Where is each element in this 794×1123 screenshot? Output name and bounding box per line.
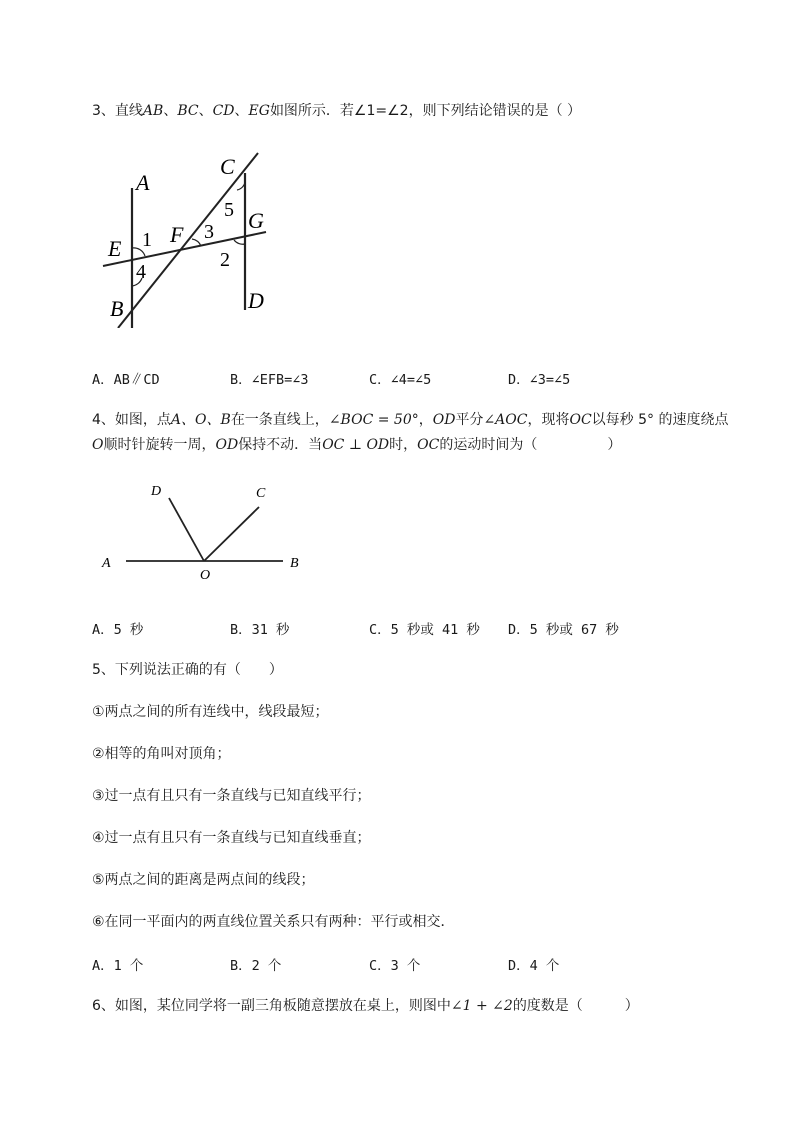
label-angle-5: 5 — [224, 199, 234, 221]
q4-option-b[interactable]: B．31 秒 — [230, 622, 290, 638]
label-c: C — [256, 486, 266, 501]
q5-item-4: ④过一点有且只有一条直线与已知直线垂直； — [92, 830, 371, 846]
q3-option-d[interactable]: D．∠3=∠5 — [508, 372, 571, 388]
q5-stem: 5、下列说法正确的有（ ） — [92, 662, 283, 678]
q4-text: 在一条直线上， — [230, 412, 329, 428]
q4-option-d[interactable]: D．5 秒或 67 秒 — [508, 622, 619, 638]
q3-figure — [98, 148, 288, 328]
q4-text: 以每秒 5° 的速度绕点 — [591, 412, 729, 428]
q6-text: 的度数是（ ） — [512, 998, 639, 1014]
label-a: A — [102, 556, 111, 571]
q5-option-a[interactable]: A．1 个 — [92, 958, 144, 974]
label-angle-2: 2 — [220, 249, 230, 271]
q4-text: 顺时针旋转一周， — [103, 437, 216, 453]
q5-item-1: ①两点之间的所有连线中，线段最短； — [92, 704, 329, 720]
q3-option-c[interactable]: C．∠4=∠5 — [369, 372, 432, 388]
q4-stem-line2 — [92, 434, 621, 454]
q4-points: A、O、B — [170, 412, 231, 428]
q3-stem-prefix: 3、直线 — [92, 103, 143, 119]
q6-text: 6、如图，某位同学将一副三角板随意摆放在桌上，则图中 — [92, 998, 451, 1014]
q3-sep: 、 — [198, 103, 213, 119]
q4-ray-oc: OC — [417, 437, 440, 453]
q3-line-ab: AB — [142, 103, 164, 119]
q4-point-o: O — [92, 437, 104, 453]
q4-perp-condition: OC ⊥ OD — [322, 437, 390, 453]
label-o: O — [200, 568, 211, 583]
label-d: D — [248, 288, 264, 313]
label-f: F — [170, 222, 184, 247]
label-angle-1: 1 — [142, 229, 152, 251]
label-a: A — [136, 170, 150, 195]
q4-ray-oc: OC — [569, 412, 592, 428]
q5-item-6: ⑥在同一平面内的两直线位置关系只有两种：平行或相交． — [92, 914, 455, 930]
label-b: B — [110, 296, 124, 321]
q4-text: 平分 — [455, 412, 484, 428]
q4-text: 时， — [389, 437, 418, 453]
q3-line-cd: CD — [212, 103, 235, 119]
q6-angle-sum: ∠1 + ∠2 — [450, 998, 513, 1014]
label-d: D — [151, 484, 162, 499]
q4-ray-od: OD — [215, 437, 239, 453]
q4-angle-aoc: ∠AOC — [483, 412, 528, 428]
label-angle-3: 3 — [204, 221, 214, 243]
q4-text: 4、如图，点 — [92, 412, 171, 428]
q5-option-b[interactable]: B．2 个 — [230, 958, 282, 974]
q3-stem-suffix: 如图所示．若∠1=∠2，则下列结论错误的是（ ） — [269, 103, 582, 119]
q4-option-c[interactable]: C．5 秒或 41 秒 — [369, 622, 480, 638]
q3-sep: 、 — [163, 103, 178, 119]
q4-text: ， — [418, 412, 433, 428]
q4-figure — [96, 478, 316, 588]
line-eg — [103, 232, 266, 266]
q5-option-c[interactable]: C．3 个 — [369, 958, 421, 974]
angle-arc-2 — [234, 240, 245, 244]
label-b: B — [290, 556, 299, 571]
q5-item-5: ⑤两点之间的距离是两点间的线段； — [92, 872, 315, 888]
q3-stem — [92, 100, 581, 120]
q3-option-b[interactable]: B．∠EFB=∠3 — [230, 372, 309, 388]
q4-ray-od: OD — [432, 412, 456, 428]
q4-text: 的运动时间为（ ） — [439, 437, 622, 453]
q3-sep: 、 — [234, 103, 249, 119]
q3-option-a[interactable]: A．AB∥CD — [92, 372, 160, 388]
q4-option-a[interactable]: A．5 秒 — [92, 622, 144, 638]
q3-line-bc: BC — [177, 103, 199, 119]
q5-option-d[interactable]: D．4 个 — [508, 958, 560, 974]
label-angle-4: 4 — [136, 261, 146, 283]
label-g: G — [248, 208, 264, 233]
label-c: C — [220, 154, 235, 179]
q6-stem — [92, 995, 639, 1015]
q4-angle-boc: ∠BOC = 50° — [328, 412, 419, 428]
q4-text: ，现将 — [527, 412, 570, 428]
q3-line-eg: EG — [248, 103, 270, 119]
ray-od — [169, 498, 204, 561]
q4-stem-line1 — [92, 409, 728, 429]
label-e: E — [108, 236, 122, 261]
ray-oc — [204, 507, 259, 561]
q5-item-2: ②相等的角叫对顶角； — [92, 746, 231, 762]
angle-arc-5 — [237, 182, 245, 190]
q4-text: 保持不动．当 — [238, 437, 323, 453]
q5-item-3: ③过一点有且只有一条直线与已知直线平行； — [92, 788, 371, 804]
